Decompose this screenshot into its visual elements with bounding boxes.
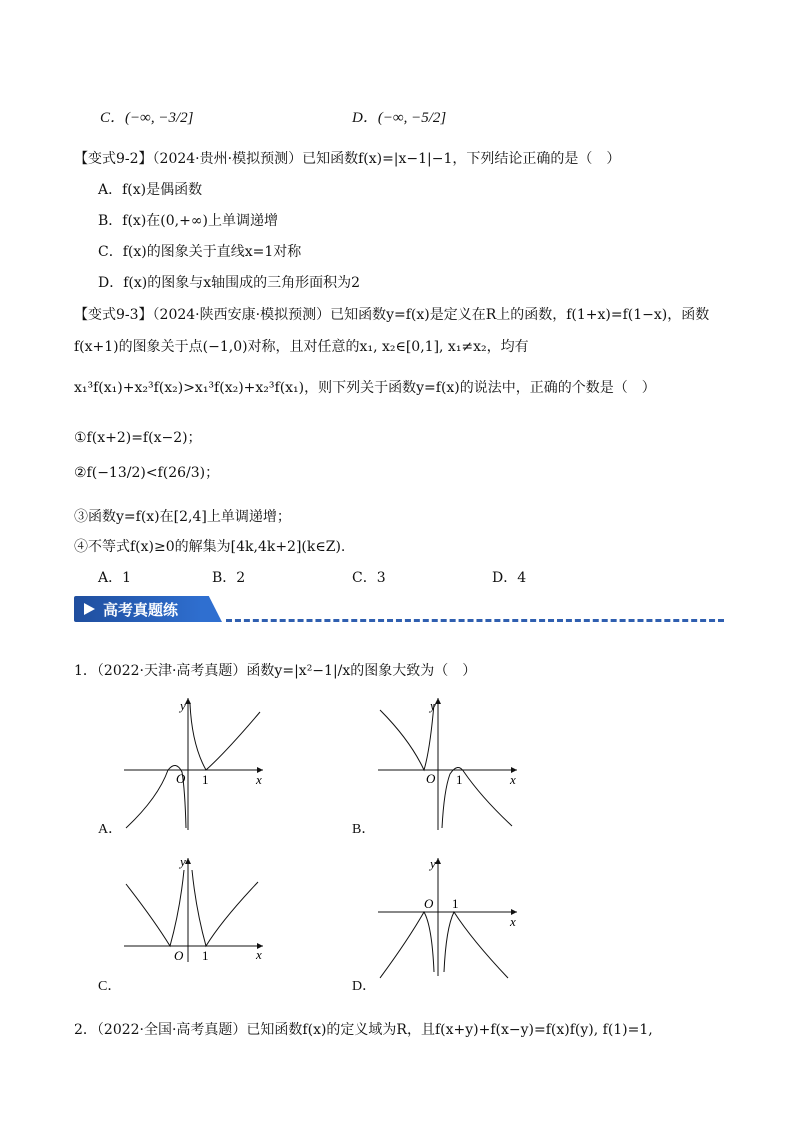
curve-right [442, 767, 512, 828]
curve-right [190, 704, 260, 770]
x-label: x [256, 947, 262, 962]
graph-c [118, 850, 278, 970]
graph-b [372, 690, 532, 840]
banner-tail [200, 596, 222, 622]
q93-option-c: C．3 [352, 570, 386, 586]
q93-option-d: D．4 [492, 570, 527, 586]
q93-option-a: A．1 [98, 570, 132, 586]
x-label: x [510, 772, 516, 787]
one-label: 1 [452, 896, 459, 911]
q1-option-b: B． [352, 822, 376, 837]
curve-left [380, 912, 434, 978]
section-banner [74, 596, 204, 622]
one-label: 1 [202, 948, 209, 963]
q93-line3: x₁³f(x₁)+x₂³f(x₂)>x₁³f(x₂)+x₂³f(x₁)，则下列关于函数y=f(x)的说法中，正确的个数是（ ） [74, 380, 656, 396]
q93-statement-3: ③函数y=f(x)在[2,4]上单调递增； [74, 509, 291, 525]
q93-line2: f(x+1)的图象关于点(−1,0)对称，且对任意的x₁, x₂∈[0,1], x₁≠x₂，均有 [74, 339, 529, 355]
q92-option-b: B．f(x)在(0,+∞)上单调递增 [98, 213, 278, 229]
q93-statement-1: ①f(x+2)=f(x−2)； [74, 430, 202, 446]
q93-option-b: B．2 [212, 570, 246, 586]
y-label: y [430, 856, 436, 871]
q93-line1: 【变式9-3】（2024·陕西安康·模拟预测）已知函数y=f(x)是定义在R上的函数，f(1+x)=f(1−x)，函数 [74, 307, 710, 323]
play-triangle-icon [84, 603, 95, 615]
q92-option-c: C．f(x)的图象关于直线x=1对称 [98, 244, 302, 260]
q2-stem: 2．（2022·全国·高考真题）已知函数f(x)的定义域为R，且f(x+y)+f(x−y)=f(x)f(y), f(1)=1, [74, 1022, 653, 1038]
q1-option-c: C． [98, 979, 122, 994]
origin-label: O [426, 771, 436, 786]
x-label: x [256, 772, 262, 787]
one-label: 1 [456, 772, 463, 787]
one-label: 1 [202, 772, 209, 787]
q1-stem: 1．（2022·天津·高考真题）函数y=|x²−1|/x的图象大致为（ ） [74, 663, 477, 679]
q1-option-d: D． [352, 979, 377, 994]
y-label: y [180, 854, 186, 869]
origin-label: O [174, 948, 184, 963]
graph-d [372, 850, 532, 980]
q93-statement-2: ②f(−13/2)<f(26/3)； [74, 465, 220, 481]
section-divider [226, 619, 724, 622]
prev-option-c: C．(−∞, −3/2] [100, 110, 194, 126]
q92-stem: 【变式9-2】（2024·贵州·模拟预测）已知函数f(x)=|x−1|−1，下列结论正确的是（ ） [74, 151, 621, 167]
section-title: 高考真题练 [103, 601, 179, 619]
curve-right [444, 912, 508, 978]
q92-option-a: A．f(x)是偶函数 [98, 182, 203, 198]
curve-left [380, 704, 434, 770]
graph-a [118, 690, 278, 840]
y-label: y [430, 698, 436, 713]
x-label: x [510, 914, 516, 929]
origin-label: O [176, 771, 186, 786]
q1-option-a: A． [98, 822, 123, 837]
y-label: y [180, 698, 186, 713]
q92-option-d: D．f(x)的图象与x轴围成的三角形面积为2 [98, 275, 361, 291]
origin-label: O [424, 896, 434, 911]
prev-option-d: D．(−∞, −5/2] [352, 110, 447, 126]
curve-right [192, 870, 258, 946]
curve-left [126, 870, 184, 946]
q93-statement-4: ④不等式f(x)≥0的解集为[4k,4k+2](k∈Z). [74, 539, 346, 555]
